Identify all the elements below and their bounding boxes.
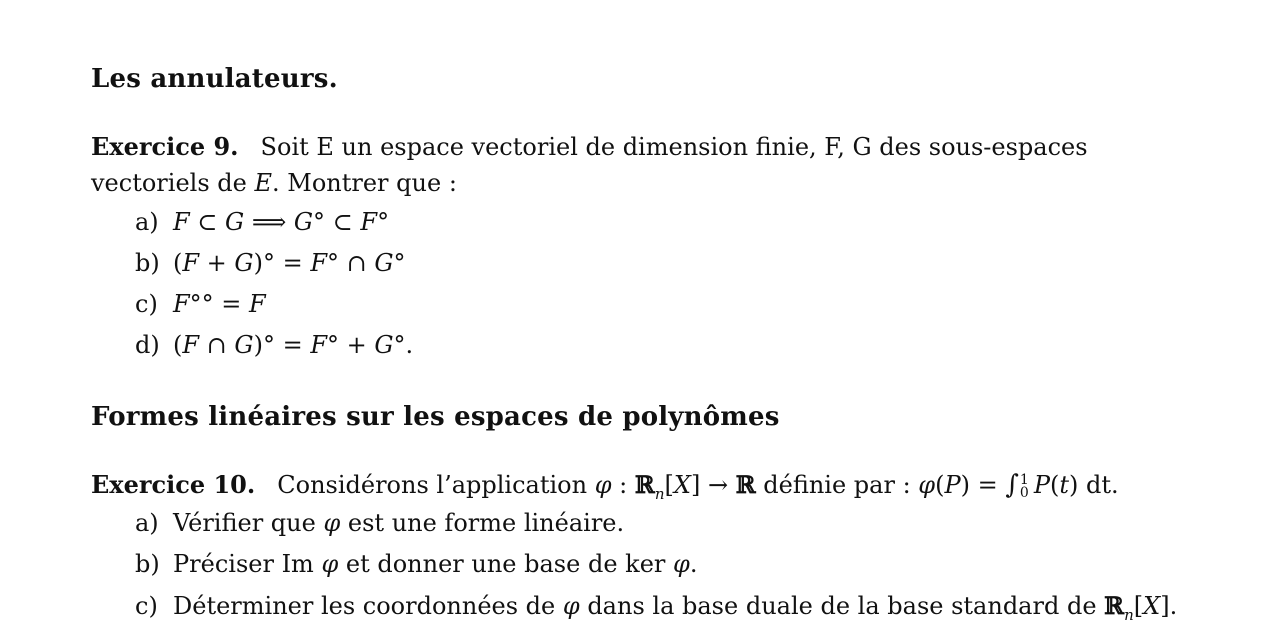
exercise-9-statement [91,129,1191,201]
exercise-10-item-b: b) Préciser Im φ et donner une base de ker φ. [135,550,698,578]
formula: F°° = F [173,290,266,318]
formula: (F + G)° = F° ∩ G° [173,249,406,277]
exercise-9-item-c: c) F°° = F [135,290,266,318]
exercise-10-head: Exercice 10. [91,470,256,499]
exercise-10-statement [91,467,1191,512]
formula: F ⊂ G ⟹ G° ⊂ F° [173,208,390,236]
exercise-9-text: Soit E un espace vectoriel de dimension finie, F, G des sous-espaces vectoriels de E. Montrer que : [91,133,1088,197]
document-page [91,0,1251,643]
item-text: Déterminer les coordonnées de φ dans la base duale de la base standard de ℝ$_n$[X]. [173,591,1178,624]
exercise-10-text: Considérons l’application φ : ℝ$_n$[X] → ℝ définie par : φ(P) = ∫1 0 P(t) dt. [277,470,1119,503]
exercise-9-item-a: a) F ⊂ G ⟹ G° ⊂ F° [135,208,390,236]
exercise-10-item-a: a) Vérifier que φ est une forme linéaire. [135,509,625,537]
item-text: Préciser Im φ et donner une base de ker φ. [173,550,698,578]
exercise-10-item-c: c) Déterminer les coordonnées de φ dans la base duale de la base standard de ℝ$_n$[X]. [135,591,1178,624]
formula: (F ∩ G)° = F° + G°. [173,331,414,359]
section-title-annulateurs: Les annulateurs. [91,64,338,94]
exercise-9-head: Exercice 9. [91,132,239,161]
item-text: Vérifier que φ est une forme linéaire. [173,509,625,537]
exercise-9-item-b: b) (F + G)° = F° ∩ G° [135,249,406,277]
exercise-9-item-d: d) (F ∩ G)° = F° + G°. [135,331,414,359]
section-title-formes-lineaires: Formes linéaires sur les espaces de polynômes [91,402,780,432]
